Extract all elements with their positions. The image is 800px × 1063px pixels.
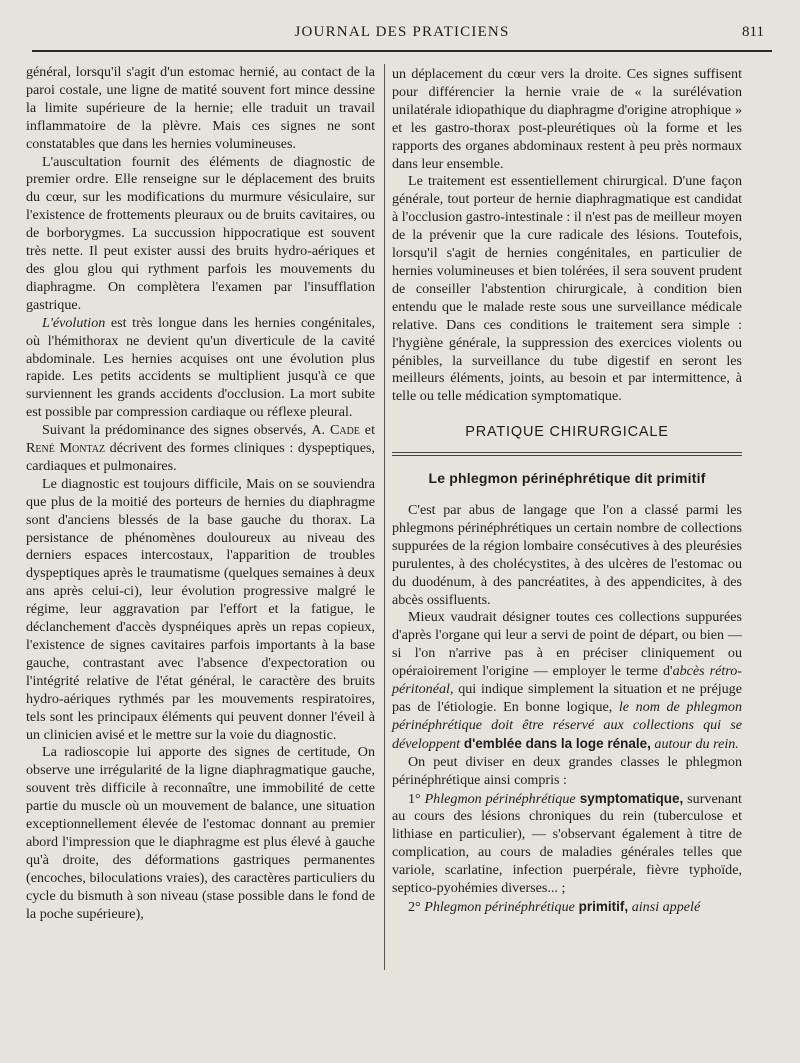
italic-term: L'évolution: [42, 314, 106, 331]
running-title: JOURNAL DES PRATICIENS: [294, 24, 510, 40]
paragraph-text: , qui indique simplement la situation et ne préjuge pas de l'étiologie. En bonne logique,: [392, 681, 742, 715]
header-rule: [32, 50, 772, 52]
italic-text: le nom de phlegmon périnéphrétique doit être réservé aux collections qui se développent: [392, 699, 742, 752]
paragraph: général, lorsqu'il s'agit d'un estomac hernié, au contact de la paroi costale, une ligne de matité souvent fort mince dessine la limite supérieure de la hernie; elle traduit un travail inflammatoire de la plèvre. Mais ces signes ne sont constatables que dans les hernies volumineuses.: [26, 64, 375, 152]
author-name: René Montaz: [26, 440, 106, 457]
paragraph: [26, 422, 375, 476]
page-number: 811: [742, 24, 764, 40]
column-divider: [384, 64, 385, 970]
bold-text: symptomatique,: [575, 790, 684, 806]
paragraph: [392, 609, 742, 753]
bold-text: d'emblée dans la loge rénale,: [460, 735, 651, 751]
italic-term: abcès rétro-péritonéal: [392, 663, 742, 698]
right-column: [392, 66, 742, 917]
article-title: Le phlegmon périnéphrétique dit primitif: [428, 470, 706, 487]
section-rule: [392, 446, 742, 466]
paragraph: un déplacement du cœur vers la droite. Ces signes suffisent pour différencier la hernie vraie de « la surélévation unilatérale idiopathique du diaphragme d'origine atrophique » et les gastro-thorax post-pleurétiques où la forme et les rapports des organes abdominaux restent à peu près normaux dans leur ensemble.: [392, 66, 742, 172]
paragraph-text: survenant au cours des lésions chroniques du rein (tuberculose et lithiase en particulier), — s'observant également à titre de complication, au cours de maladies générales telles que variole, scarlatine, infection puerpérale, fièvre typhoïde, septico-pyohémies diverses... ;: [392, 790, 742, 897]
page-header: [30, 22, 774, 46]
list-item: [392, 898, 742, 917]
paragraph: La radioscopie lui apporte des signes de certitude, On observe une irrégularité de la ligne diaphragmatique gauche, souvent très difficile à reconnaître, une immobilité de cette partie du muscle où un mouvement de balance, une situation exceptionnellement élevée de l'estomac donnant au premier abord l'impression que le diaphragme est plus élevé à gauche qu'à droite, des déformations gastriques permanentes (encoches, biloculations vraies), des caractères particuliers du cycle du bismuth à son niveau (stase possible dans le fond de la poche supérieure),: [26, 744, 375, 922]
paragraph-text: Suivant la prédominance des signes observés,: [42, 422, 312, 439]
paragraph: On peut diviser en deux grandes classes le phlegmon périnéphrétique ainsi compris :: [392, 753, 742, 788]
list-item: [392, 790, 742, 898]
paragraph-text: Mieux vaudrait désigner toutes ces collections suppurées d'après l'organe qui leur a servi de point de départ, ou bien — si l'on n'arrive pas à en préciser cliniquement ou opéraioirement l'origine — employer le terme d': [392, 609, 742, 680]
bold-text: primitif,: [574, 898, 629, 914]
left-column: [26, 64, 375, 924]
list-number: 1°: [408, 790, 425, 807]
list-number: 2°: [408, 898, 425, 915]
paragraph-text: décrivent des formes cliniques : dyspeptiques, cardiaques et pulmonaires.: [26, 440, 375, 474]
author-name: A. Cade: [311, 422, 360, 439]
paragraph-text: et: [359, 422, 375, 439]
italic-text: ainsi appelé: [628, 898, 701, 915]
paragraph: Le diagnostic est toujours difficile, Mais on se souviendra que plus de la moitié des porteurs de hernies du diaphragme sont d'anciens blessés de la base gauche du thorax. La persistance de phénomènes douloureux au niveau des derniers espaces intercostaux, l'apparition de troubles dyspeptiques après le traumatisme (quelques semaines à deux ans après celui-ci), leur évolution progressive malgré le régime, leur aggravation par l'effort et la fatigue, le déclanchement d'accès dyspnéiques après un repas copieux, l'existence de signes cavitaires parfois importants à la base gauche, contrastant avec l'absence d'expectoration ou l'intégrité relative de l'état général, le caractère des bruits hydro-aériques rythmés par les mouvements respiratoires, tels sont les principaux éléments qui peuvent donner l'éveil à un clinicien avisé et le mettre sur la voie du diagnostic.: [26, 475, 375, 743]
italic-term: Phlegmon périnéphrétique: [424, 790, 576, 807]
paragraph: C'est par abus de langage que l'on a classé parmi les phlegmons périnéphrétiques un certain nombre de collections suppurées de la région lombaire consécutives à des pleurésies purulentes, à des cholécystites, à des ulcères de l'estomac ou du duodénum, à des pancréatites, à des appendicites, à des abcès ossifluents.: [392, 502, 742, 608]
paragraph-text: est très longue dans les hernies congénitales, où l'hémithorax ne devient qu'un diverticule de la cavité abdominale. Les hernies acquises ont une évolution plus rapide. Les petits accidents se multiplient jusqu'à ce que surviennent les grands accidents d'occlusion. La mort subite est possible par compression cardiaque ou réflexe pleural.: [26, 314, 375, 421]
italic-text: autour du rein.: [650, 735, 739, 752]
paragraph: [26, 315, 375, 422]
paragraph: L'auscultation fournit des éléments de diagnostic de premier ordre. Elle renseigne sur le déplacement des bruits du cœur, sur les modifications du murmure vésiculaire, sur l'existence de frottements pleuraux ou de bruits cavitaires, ou de borborygmes. La succussion hippocratique est souvent très nette. Il peut exister aussi des bruits hydro-aériques et des glou glou qui rythment parfois les mouvements du diaphragme. On complètera l'examen par l'insufflation gastrique.: [26, 153, 375, 313]
italic-term: Phlegmon périnéphrétique: [424, 898, 575, 915]
section-heading: PRATIQUE CHIRURGICALE: [465, 424, 669, 441]
paragraph: Le traitement est essentiellement chirurgical. D'une façon générale, tout porteur de hernie diaphragmatique est candidat à l'occlusion gastro-intestinale : il n'est pas de meilleur moyen de la prévenir que la cure radicale des lésions. Toutefois, lorsqu'il s'agit de hernies congénitales, en particulier de hernies volumineuses et bien tolérées, il sera souvent prudent de conseiller l'abstention chirurgicale, à condition bien entendu que le malade reste sous une surveillance médicale relative. Dans ces conditions le traitement sera simple : l'hygiène générale, la suppression des exercices violents ou pénibles, la surveillance du tube digestif en seront les meilleurs éléments, joints, au besoin et par intermittence, à telle ou telle médication symptomatique.: [392, 173, 742, 405]
